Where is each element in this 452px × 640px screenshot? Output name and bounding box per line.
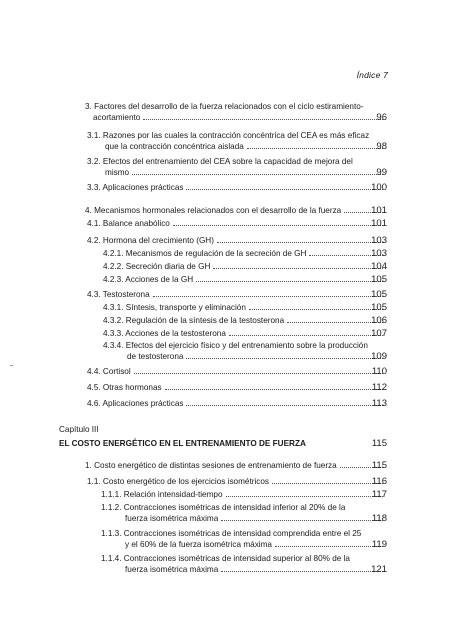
dot-leader xyxy=(186,357,383,359)
toc-page-number: 118 xyxy=(371,513,387,524)
toc-entry-line: 1.1.4. Contracciones isométricas de intensidad superior al 80% de la xyxy=(101,554,350,563)
toc-entry xyxy=(87,156,387,178)
toc-page-number: 105 xyxy=(371,289,387,300)
toc-page-number: 96 xyxy=(376,112,387,123)
toc-entry xyxy=(85,101,387,123)
toc-entry xyxy=(103,328,387,339)
dot-leader xyxy=(226,495,383,497)
dot-leader xyxy=(173,224,383,226)
toc-entry xyxy=(103,340,387,362)
toc-entry-title: 4.5. Otras hormonas xyxy=(87,383,162,392)
toc-entry-line: 1.1.2. Contracciones isométricas de intensidad inferior al 20% de la xyxy=(101,503,346,512)
toc-entry-title: 4.3. Testosterona xyxy=(87,290,150,299)
toc-entry-line: 4.3.4. Efectos del ejercicio físico y del entrenamiento sobre la producción xyxy=(103,341,368,350)
page-header: Índice 7 xyxy=(356,70,388,80)
toc-entry-title: 4. Mecanismos hormonales relacionados con el desarrollo de la fuerza xyxy=(85,206,342,215)
toc-entry-title: 4.2. Hormona del crecimiento (GH) xyxy=(87,236,214,245)
chapter-label: Capítulo III xyxy=(59,425,99,434)
dot-leader xyxy=(275,545,383,547)
toc-page-number: 101 xyxy=(371,218,387,229)
toc-entry-title: 4.1. Balance anabólico xyxy=(87,219,170,228)
toc-page-number: 109 xyxy=(371,351,387,362)
dot-leader xyxy=(153,295,383,297)
dot-leader xyxy=(247,147,383,149)
dot-leader xyxy=(134,372,383,374)
toc-entry xyxy=(85,460,387,471)
toc-page-number: 110 xyxy=(371,366,387,377)
toc-entry-title: 1.1. Costo energético de los ejercicios isométricos xyxy=(87,477,270,486)
toc-entry-title: 4.2.2. Secreción diaria de GH xyxy=(103,262,211,271)
dot-leader xyxy=(221,519,383,521)
toc-entry xyxy=(87,235,387,246)
toc-entry-title: 4.2.1. Mecanismos de regulación de la secreción de GH xyxy=(103,249,307,258)
toc-entry-title: mismo xyxy=(105,168,130,177)
toc-page-number: 121 xyxy=(371,564,387,575)
toc-page-number: 117 xyxy=(371,489,387,500)
toc-page-number: 116 xyxy=(371,476,387,487)
toc-entry-title: EL COSTO ENERGÉTICO EN EL ENTRENAMIENTO DE FUERZA xyxy=(59,439,306,448)
toc-entry-line: 3. Factores del desarrollo de la fuerza relacionados con el ciclo estiramiento- xyxy=(85,102,364,111)
toc-entry xyxy=(103,261,387,272)
toc-page-number: 119 xyxy=(371,539,387,550)
toc-entry xyxy=(103,315,387,326)
toc-entry-line: 3.2. Efectos del entrenamiento del CEA sobre la capacidad de mejora del xyxy=(87,157,353,166)
toc-entry xyxy=(101,553,387,575)
toc-entry-title: 3.3. Aplicaciones prácticas xyxy=(87,183,184,192)
toc-entry-title: que la contracción concéntrica aislada xyxy=(105,142,244,151)
toc-entry-line: 3.1. Razones por las cuales la contracción concéntrica del CEA es más eficaz xyxy=(87,131,370,140)
toc-entry-title: 4.2.3. Acciones de la GH xyxy=(103,275,194,284)
toc-entry xyxy=(101,489,387,500)
toc-entry xyxy=(87,398,387,409)
toc-page-number: 100 xyxy=(371,182,387,193)
toc-entry xyxy=(103,274,387,285)
toc-page-number: 107 xyxy=(371,328,387,339)
toc-page-number: 112 xyxy=(371,382,387,393)
toc-entry xyxy=(103,302,387,313)
toc-entry-title: de testosterona xyxy=(127,352,184,361)
toc-entry xyxy=(87,218,387,229)
dot-leader xyxy=(186,404,383,406)
chapter-title xyxy=(59,438,387,449)
toc-entry xyxy=(87,130,387,152)
dot-leader xyxy=(229,334,383,336)
toc-entry xyxy=(87,476,387,487)
dot-leader xyxy=(287,321,383,323)
dot-leader xyxy=(132,173,383,175)
toc-entry xyxy=(87,366,387,377)
toc-entry-title: 1. Costo energético de distintas sesiones de entrenamiento de fuerza xyxy=(85,461,337,470)
toc-page-number: 103 xyxy=(371,248,387,259)
dot-leader xyxy=(249,308,383,310)
toc-page-number: 105 xyxy=(371,302,387,313)
toc-page-number: 105 xyxy=(371,274,387,285)
dot-leader xyxy=(186,188,383,190)
toc-entry-title: 4.3.1. Síntesis, transporte y eliminación xyxy=(103,303,246,312)
dot-leader xyxy=(221,570,383,572)
dot-leader xyxy=(143,118,383,120)
toc-entry-title: 4.4. Cortisol xyxy=(87,367,131,376)
dot-leader xyxy=(213,267,383,269)
toc-page-number: 99 xyxy=(376,167,387,178)
toc-entry-title: fuerza isométrica máxima xyxy=(125,565,219,574)
dot-leader xyxy=(196,280,383,282)
dot-leader xyxy=(217,241,383,243)
toc-page-number: 106 xyxy=(371,315,387,326)
dot-leader xyxy=(272,482,383,484)
toc-entry-title: 4.6. Aplicaciones prácticas xyxy=(87,399,184,408)
toc-entry-title: 4.3.3. Acciones de la testosterona xyxy=(103,329,226,338)
toc-entry xyxy=(87,289,387,300)
toc-entry xyxy=(101,528,387,550)
toc-page-number: 101 xyxy=(371,205,387,216)
toc-entry-title: fuerza isométrica máxima xyxy=(125,514,219,523)
toc-page-number: 103 xyxy=(371,235,387,246)
toc-entry xyxy=(85,205,387,216)
dot-leader xyxy=(165,388,383,390)
toc-page-number: 98 xyxy=(376,141,387,152)
scan-mark xyxy=(10,365,13,366)
toc-entry xyxy=(87,382,387,393)
toc-entry xyxy=(87,182,387,193)
toc-page-number: 104 xyxy=(371,261,387,272)
toc-entry-line: 1.1.3. Contracciones isométricas de intensidad comprendida entre el 25 xyxy=(101,529,362,538)
toc-entry-title: acortamiento xyxy=(93,113,141,122)
toc-entry xyxy=(103,248,387,259)
toc-page-number: 115 xyxy=(371,460,387,471)
toc-entry-title: 4.3.2. Regulación de la síntesis de la testosterona xyxy=(103,316,285,325)
toc-entry-title: y el 60% de la fuerza isométrica máxima xyxy=(125,540,272,549)
toc-entry xyxy=(101,502,387,524)
toc-page-number: 113 xyxy=(371,398,387,409)
toc-entry-title: 1.1.1. Relación intensidad-tiempo xyxy=(101,490,223,499)
toc-page-number: 115 xyxy=(371,438,387,449)
